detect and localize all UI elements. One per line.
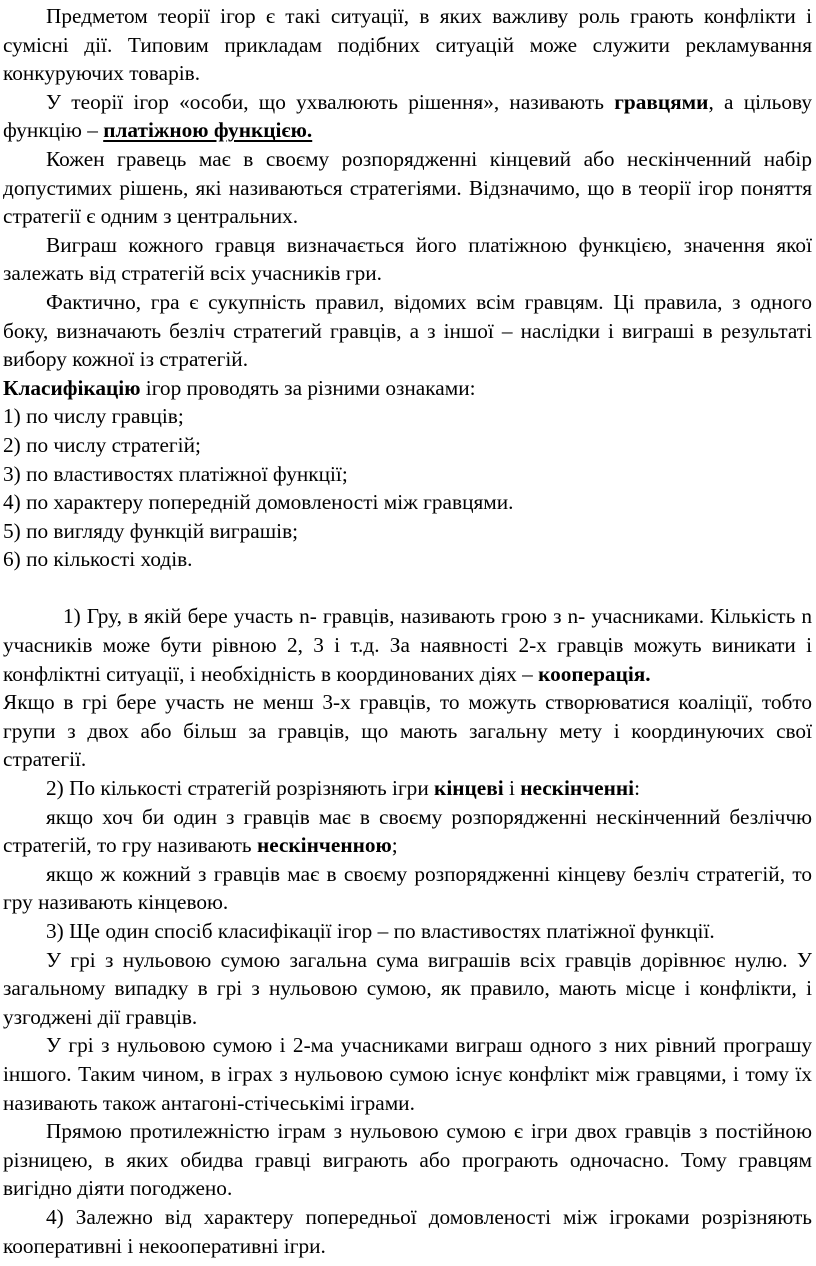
paragraph-n-players: [3, 602, 812, 688]
paragraph-intro: Предметом теорії ігор є такі ситуації, в яких важливу роль грають конфлікти і сумісні дії. Типовим прикладам подібних ситуацій може служити рекламування конкуруючих товарів.: [3, 4, 812, 86]
term-players: гравцями: [614, 89, 709, 114]
text-run: 1) Гру, в якій бере участь n- гравців, називають грою з n- учасниками. Кількість n учасників може бути рівною 2, 3 і т.д. За наявності 2-х гравців можуть виникати і конфліктні ситуації, і необхідність в координованих діях –: [3, 604, 812, 686]
list-item: 6) по кількості ходів.: [3, 547, 193, 572]
list-item: 1) по числу гравців;: [3, 404, 184, 429]
paragraph-players-definition: [3, 88, 812, 145]
paragraph-payoff: Виграш кожного гравця визначається його платіжною функцією, значення якої залежать від стратегій всіх учасників гри.: [3, 232, 812, 286]
paragraph-zero-sum: У грі з нульовою сумою загальна сума виграшів всіх гравців дорівнює нулю. У загальному випадку в грі з нульовою сумою, як правило, мають місце і конфлікти, і узгоджені дії гравців.: [3, 947, 812, 1029]
text-run: якщо хоч би один з гравців має в своєму розпорядженні нескінченний безліччю стратегій, то гру називають: [3, 804, 812, 858]
term-infinite-game: нескінченною: [256, 833, 392, 858]
paragraph-finite-game: якщо ж кожний з гравців має в своєму розпорядженні кінцеву безліч стратегій, то гру називають кінцевою.: [3, 861, 812, 915]
paragraph-infinite-game: [3, 803, 812, 860]
text-run: , а цільову функцію –: [3, 89, 812, 143]
paragraph-game-rules: Фактично, гра є сукупність правил, відомих всім гравцям. Ці правила, з одного боку, визначають безліч стратегий гравців, а з іншої – наслідки і виграші в результаті вибору кожної із стратегій.: [3, 289, 812, 372]
paragraph-strategies: Кожен гравець має в своєму розпорядженні кінцевий або нескінченний набір допустимих рішень, які називаються стратегіями. Відзначимо, що в теорії ігор поняття стратегії є одним з центральних.: [3, 146, 812, 229]
paragraph-coalitions: Якщо в грі бере участь не менш 3-х гравців, то можуть створюватися коаліції, тобто групи з двох або більш за гравців, що мають загальну мету і координуючих свої стратегії.: [3, 690, 812, 772]
list-item: 4) по характеру попередній домовленості між гравцями.: [3, 490, 514, 515]
text-run: ;: [391, 833, 398, 858]
term-payoff-function: платіжною функцією.: [103, 118, 313, 143]
paragraph-two-player-zero-sum: У грі з нульовою сумою і 2-ма учасниками виграш одного з них рівний програшу іншого. Таким чином, в іграх з нульовою сумою існує конфлікт між гравцями, і тому їх називають також антагоні-стічеськімі іграми.: [3, 1033, 812, 1115]
paragraph-classification: [3, 374, 812, 403]
list-item: 3) по властивостях платіжної функції;: [3, 461, 348, 486]
paragraph-payoff-classification: 3) Ще один спосіб класифікації ігор – по властивостях платіжної функції.: [46, 919, 715, 943]
term-infinite: нескінченні: [520, 776, 635, 801]
text-run: У теорії ігор «особи, що ухвалюють рішення», називають: [46, 89, 615, 114]
text-run: і: [503, 776, 521, 801]
text-run: 2) По кількості стратегій розрізняють ігри: [46, 776, 435, 801]
paragraph-cooperative-games: 4) Залежно від характеру попередньої домовленості між ігроками розрізняють кооперативні і некооперативні ігри.: [3, 1204, 812, 1258]
term-classification: Класифікацію: [3, 375, 141, 400]
list-item: 5) по вигляду функцій виграшів;: [3, 518, 299, 543]
document-page: [3, 2, 812, 1260]
text-run: :: [634, 776, 640, 801]
text-run: ігор проводять за різними ознаками:: [140, 375, 476, 400]
term-cooperation: кооперація.: [538, 661, 651, 686]
paragraph-strategy-count: [3, 774, 812, 803]
paragraph-constant-difference: Прямою протилежністю іграм з нульовою сумою є ігри двох гравців з постійною різницею, в яких обидва гравці виграють або програють одночасно. Тому гравцям вигідно діяти погоджено.: [3, 1119, 812, 1201]
list-item: 2) по числу стратегій;: [3, 432, 201, 457]
term-finite: кінцеві: [434, 776, 504, 801]
